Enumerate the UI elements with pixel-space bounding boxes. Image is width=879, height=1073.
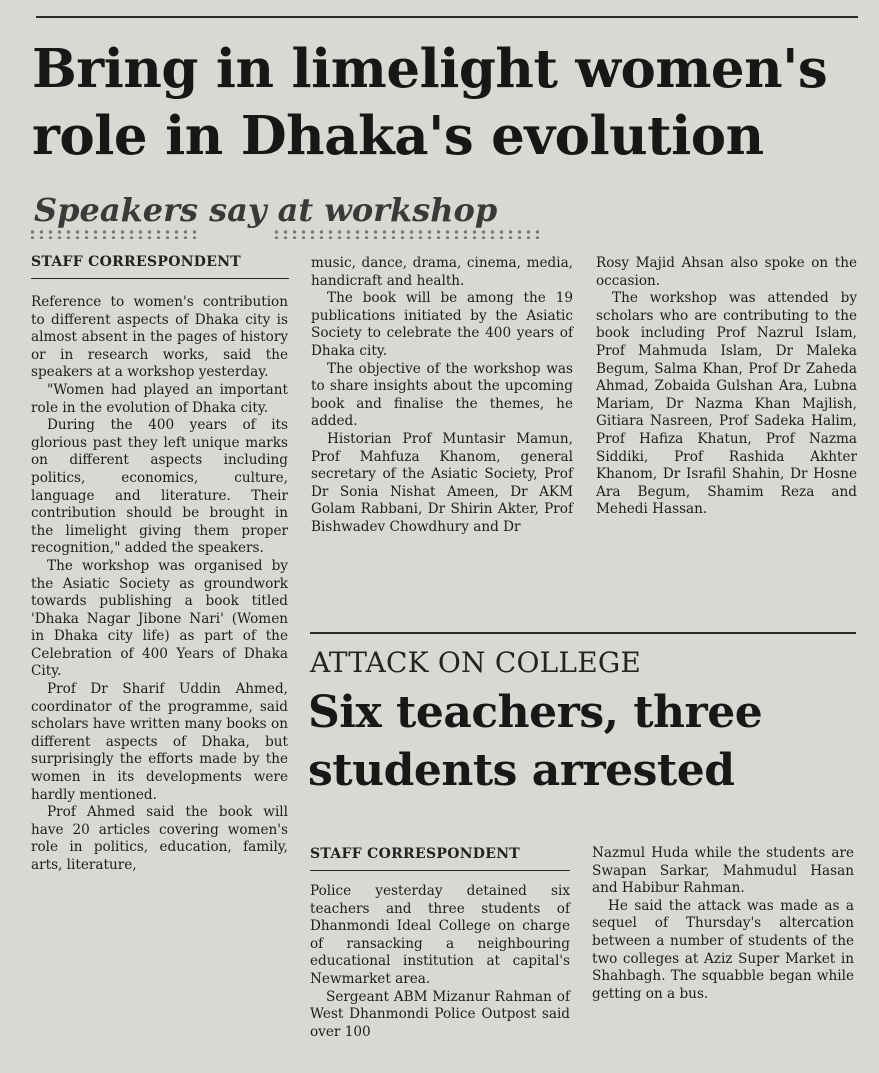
- story1-c1-p3: During the 400 years of its glorious past they left unique marks on different aspects including politics, economics, culture, language and literature. Their contribution should be brought in the limelight giving them proper recognition," added the speakers.: [31, 417, 288, 557]
- story2-kicker: ATTACK ON COLLEGE: [310, 646, 642, 679]
- story1-c3-p1: Rosy Majid Ahsan also spoke on the occasion.: [596, 255, 857, 289]
- story2-column-1: [310, 883, 570, 1041]
- story1-byline: STAFF CORRESPONDENT: [31, 254, 242, 270]
- story2-c1-p1: Police yesterday detained six teachers and three students of Dhanmondi Ideal College on charge of ransacking a neighbouring educational institution at capital's Newmarket area.: [310, 883, 570, 987]
- story1-c3-p2: The workshop was attended by scholars who are contributing to the book including Prof Nazrul Islam, Prof Mahmuda Islam, Dr Maleka Begum, Salma Khan, Prof Dr Zaheda Ahmad, Zobaida Gulshan Ara, Lubna Mariam, Dr Nazma Khan Majlish, Gitiara Nasreen, Prof Sadeka Halim, Prof Hafiza Khatun, Prof Nazma Siddiki, Prof Rashida Akhter Khanom, Dr Israfil Shahin, Dr Hosne Ara Begum, Shamim Reza and Mehedi Hassan.: [596, 290, 857, 518]
- story1-c2-p3: The objective of the workshop was to share insights about the upcoming book and finalise the themes, he added.: [311, 360, 573, 430]
- story1-kicker: Speakers say at workshop: [34, 191, 498, 229]
- story1-c2-p1: music, dance, drama, cinema, media, handicraft and health.: [311, 255, 573, 289]
- story2-byline: STAFF CORRESPONDENT: [310, 846, 521, 862]
- story1-column-3: [596, 255, 857, 519]
- story2-headline: Six teachers, three students arrested: [308, 687, 763, 796]
- story1-column-1: [31, 294, 288, 875]
- kicker-dots-left: [28, 229, 196, 239]
- story1-c1-p6: Prof Ahmed said the book will have 20 articles covering women's role in politics, education, family, arts, literature,: [31, 804, 288, 873]
- story2-byline-rule: [310, 870, 570, 871]
- story2-c1-p2: Sergeant ABM Mizanur Rahman of West Dhanmondi Police Outpost said over 100: [310, 988, 570, 1040]
- kicker-dots-right: [272, 229, 540, 239]
- story1-c2-p2: The book will be among the 19 publications initiated by the Asiatic Society to celebrate the 400 years of Dhaka city.: [311, 290, 573, 359]
- story1-c1-p2: "Women had played an important role in the evolution of Dhaka city.: [31, 381, 288, 416]
- top-rule: [36, 16, 858, 18]
- story1-column-2: [311, 255, 573, 537]
- byline-rule: [31, 278, 289, 279]
- story2-column-2: [592, 845, 854, 1003]
- story1-headline: Bring in limelight women's role in Dhaka's evolution: [32, 38, 828, 167]
- story1-c2-p4: Historian Prof Muntasir Mamun, Prof Mahfuza Khanom, general secretary of the Asiatic Society, Prof Dr Sonia Nishat Ameen, Dr AKM Golam Rabbani, Dr Shirin Akter, Prof Bishwadev Chowdhury and Dr: [311, 430, 573, 535]
- story2-c2-p1: Nazmul Huda while the students are Swapan Sarkar, Mahmudul Hasan and Habibur Rahman.: [592, 845, 854, 897]
- story2-rule: [310, 632, 856, 634]
- story1-c1-p1: Reference to women's contribution to different aspects of Dhaka city is almost absent in the pages of history or in research works, said the speakers at a workshop yesterday.: [31, 294, 288, 381]
- story1-c1-p5: Prof Dr Sharif Uddin Ahmed, coordinator of the programme, said scholars have written many books on different aspects of Dhaka, but surprisingly the efforts made by the women in its developments were hardly mentioned.: [31, 681, 288, 803]
- story2-c2-p2: He said the attack was made as a sequel of Thursday's altercation between a number of students of the two colleges at Aziz Super Market in Shahbagh. The squabble began while getting on a bus.: [592, 897, 854, 1002]
- story1-c1-p4: The workshop was organised by the Asiatic Society as groundwork towards publishing a book titled 'Dhaka Nagar Jibone Nari' (Women in Dhaka city life) as part of the Celebration of 400 Years of Dhaka City.: [31, 557, 288, 680]
